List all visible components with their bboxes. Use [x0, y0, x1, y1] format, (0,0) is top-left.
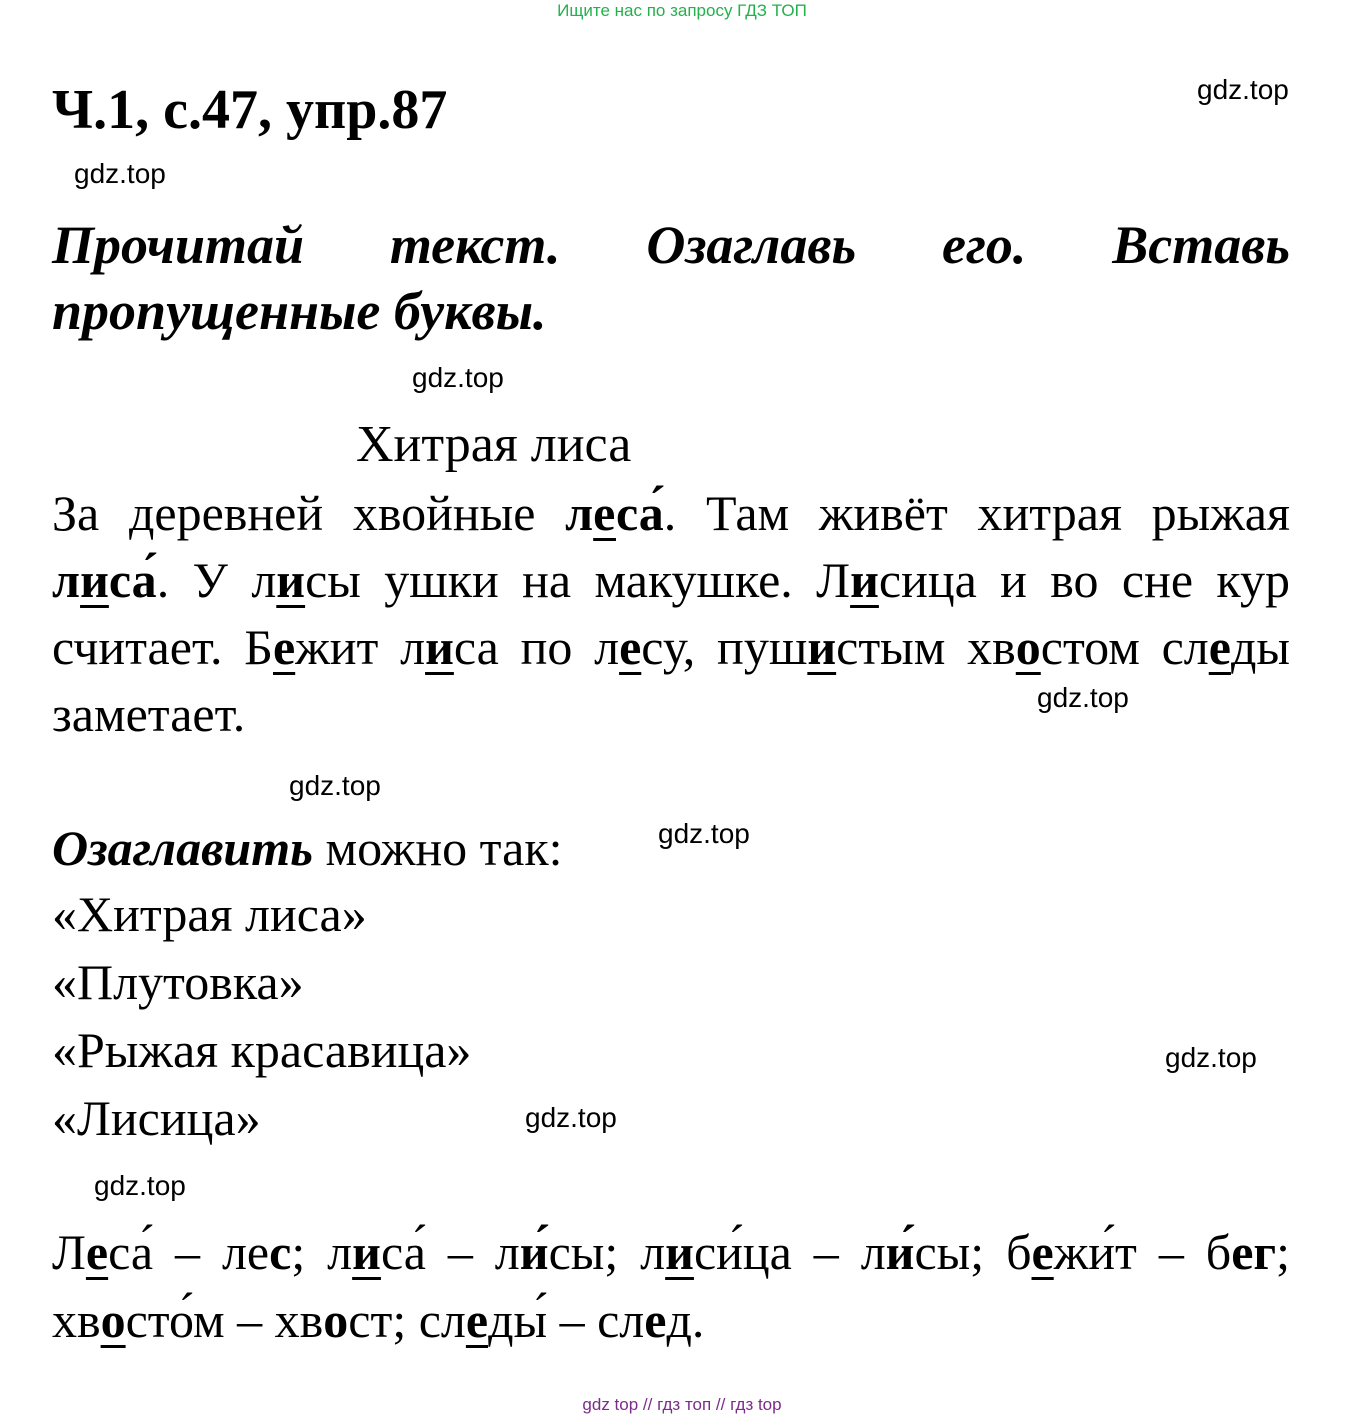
title-option: «Хитрая лиса»: [52, 886, 367, 942]
watermark: gdz.top: [658, 818, 750, 849]
task-instructions: Прочитай текст. Озаглавь его. Вставь пропущенные буквы.: [52, 215, 1290, 341]
watermark: gdz.top: [1165, 1042, 1257, 1073]
story-text: За деревней хвойные леса́. Там живёт хитрая рыжая лиса́. У лисы ушки на макушке. Лисица и во сне кур считает. Бежит лиса по лесу, пушистым хвостом следы заметает.: [52, 485, 1291, 742]
title-option: «Плутовка»: [52, 954, 304, 1010]
title-option: «Рыжая красавица»: [52, 1022, 472, 1078]
title-options-caption: Озаглавить можно так:: [52, 820, 563, 876]
watermark: gdz.top: [94, 1170, 186, 1201]
watermark: gdz.top: [525, 1102, 617, 1133]
title-option: «Лисица»: [52, 1090, 261, 1146]
footer-banner: gdz top // гдз топ // гдз top: [582, 1395, 782, 1414]
watermark: gdz.top: [1197, 74, 1289, 105]
watermark: gdz.top: [74, 158, 166, 189]
answer-text: Леса́ – лес; лиса́ – ли́сы; лиси́ца – ли́сы; бежи́т – бег; хвосто́м – хвост; следы́ – след.: [52, 1224, 1291, 1348]
top-banner: Ищите нас по запросу ГДЗ ТОП: [557, 1, 807, 20]
watermark: gdz.top: [1037, 682, 1129, 713]
story-title: Хитрая лиса: [356, 416, 632, 473]
watermark: gdz.top: [412, 362, 504, 393]
watermark: gdz.top: [289, 770, 381, 801]
page-title: Ч.1, с.47, упр.87: [52, 79, 448, 141]
